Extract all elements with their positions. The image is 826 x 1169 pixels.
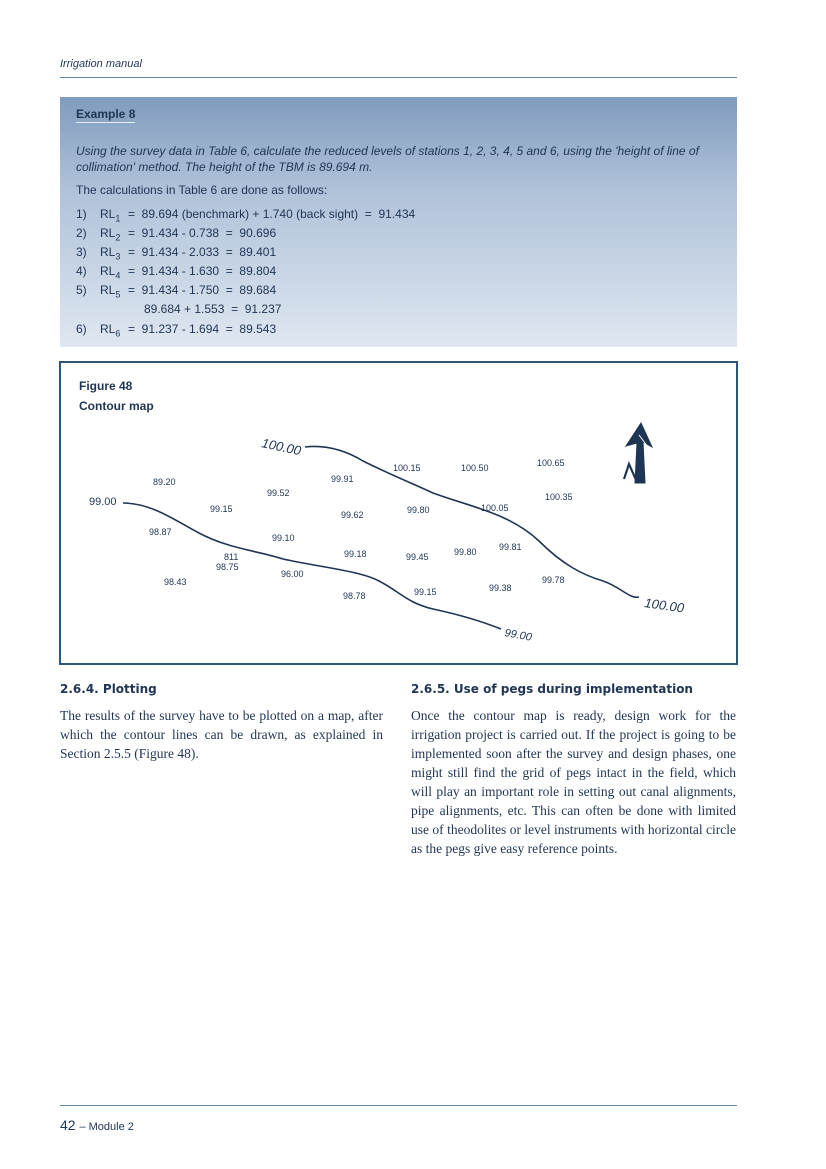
- spot-height: 99.91: [331, 474, 354, 484]
- figure-label: Figure 48: [79, 379, 133, 393]
- spot-height: 99.18: [344, 549, 367, 559]
- calc-row-5b: 89.684 + 1.553 = 91.237: [144, 302, 282, 316]
- spot-height: 99.15: [414, 587, 437, 597]
- example-box: [60, 97, 737, 347]
- calc-row-3: 3) $RL_3 = 91.434 - 2.033 = 89.401$: [76, 245, 277, 262]
- spot-height: 96.00: [281, 569, 304, 579]
- contour-label-lower-start: 99.00: [89, 496, 117, 508]
- contour-label-lower-end: 99.00: [503, 627, 533, 644]
- page-footer: [60, 1117, 134, 1133]
- section-body-plotting: The results of the survey have to be plotted on a map, after which the contour lines can be drawn, as explained in Section 2.5.5 (Figure 48).: [60, 708, 383, 761]
- north-arrow-icon: [624, 423, 652, 483]
- calc-row-2: 2) $RL_2 = 91.434 - 0.738 = 90.696$: [76, 226, 277, 243]
- spot-height: 100.50: [461, 463, 489, 473]
- contour-map: [61, 363, 736, 663]
- module-label: – Module 2: [79, 1121, 134, 1133]
- figure-caption: Contour map: [79, 399, 154, 413]
- example-instruction: Using the survey data in Table 6, calculate the reduced levels of stations 1, 2, 3, 4, 5 and 6, using the 'height of line of collimation' method. The height of the TBM is 89.694 m.: [76, 144, 699, 174]
- spot-height: 99.80: [407, 505, 430, 515]
- spot-height: 98.78: [343, 591, 366, 601]
- example-title: Example 8: [76, 107, 136, 121]
- section-title-plotting: 2.6.4. Plotting: [60, 682, 157, 696]
- contour-label-upper-end: 100.00: [643, 595, 686, 616]
- spot-height: 811: [224, 552, 239, 562]
- spot-height: 99.81: [499, 542, 522, 552]
- page-number: 42: [60, 1117, 76, 1133]
- calc-row-6: 6) $RL_6 = 91.237 - 1.694 = 89.543$: [76, 322, 277, 339]
- spot-height: 98.43: [164, 577, 187, 587]
- spot-height: 99.78: [542, 575, 565, 585]
- spot-height: 100.15: [393, 463, 421, 473]
- running-header: Irrigation manual: [60, 58, 142, 70]
- spot-height: 99.52: [267, 488, 290, 498]
- spot-height: 99.38: [489, 583, 512, 593]
- section-title-pegs: 2.6.5. Use of pegs during implementation: [411, 682, 693, 696]
- contour-label-upper-start: 100.00: [260, 435, 303, 459]
- spot-height: 89.20: [153, 477, 176, 487]
- contour-line-99: [123, 503, 501, 629]
- spot-height: 99.80: [454, 547, 477, 557]
- section-body-pegs: Once the contour map is ready, design work for the irrigation project is carried out. If the project is going to be implemented soon after the survey and design phases, one might still find the grid of pegs intact in the field, which will play an important role in setting out canal alignments, pipe alignments, etc. This can often be done with limited use of theodolites or level instruments with horizontal circle as the pegs give easy reference points.: [411, 708, 736, 856]
- spot-height: 100.35: [545, 492, 573, 502]
- spot-height: 99.10: [272, 533, 295, 543]
- spot-height: 99.45: [406, 552, 429, 562]
- spot-height: 100.65: [537, 458, 565, 468]
- spot-height: 98.87: [149, 527, 172, 537]
- calc-row-4: 4) $RL_4 = 91.434 - 1.630 = 89.804$: [76, 264, 277, 281]
- calc-row-1: 1) $RL_1 = 89.694$ (benchmark) + 1.740 (back sight) = 91.434: [76, 207, 416, 224]
- calc-row-5: 5) $RL_5 = 91.434 - 1.750 = 89.684$: [76, 283, 277, 300]
- spot-height: 100.05: [481, 503, 509, 513]
- spot-height: 99.62: [341, 510, 364, 520]
- spot-height: 98.75: [216, 562, 239, 572]
- example-intro: The calculations in Table 6 are done as follows:: [76, 183, 328, 197]
- figure-48: [59, 361, 738, 665]
- header-rule: [60, 77, 737, 78]
- footer-rule: [60, 1105, 737, 1106]
- spot-height: 99.15: [210, 504, 233, 514]
